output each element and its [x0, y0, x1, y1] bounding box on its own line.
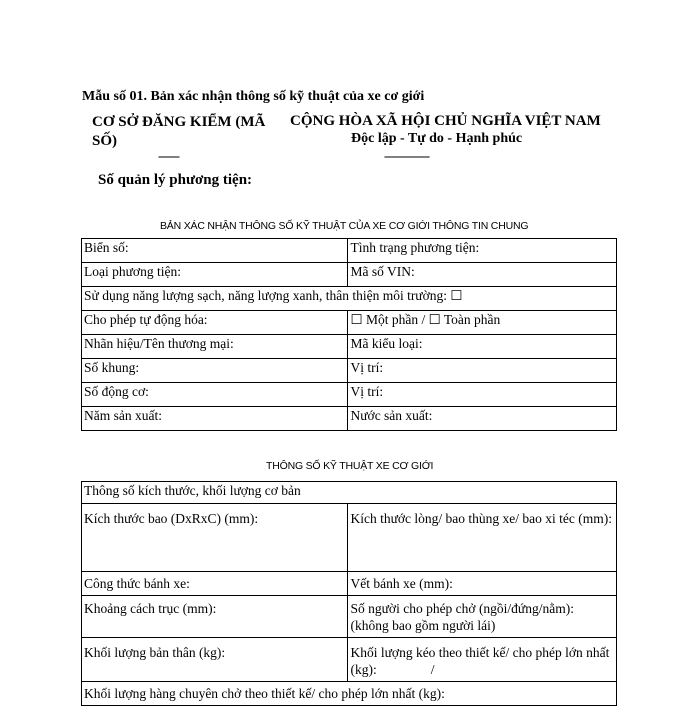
wheelbase-field: Khoảng cách trục (mm):	[82, 596, 348, 638]
technical-specs-table	[81, 481, 617, 706]
overall-dimensions-field: Kích thước bao (DxRxC) (mm):	[82, 504, 348, 572]
model-code-field: Mã kiểu loại:	[348, 335, 617, 359]
table-row	[82, 504, 617, 572]
vehicle-status-field: Tình trạng phương tiện:	[348, 239, 617, 263]
frame-number-field: Số khung:	[82, 359, 348, 383]
manufacture-country-field: Nước sản xuất:	[348, 407, 617, 431]
cargo-dimensions-field: Kích thước lòng/ bao thùng xe/ bao xi téc (mm):	[348, 504, 617, 572]
table-row	[82, 239, 617, 263]
motto-underline-dash: ---------------	[384, 149, 429, 163]
table-row	[82, 287, 617, 311]
general-info-table	[81, 238, 617, 431]
automation-options: ☐ Một phần / ☐ Toàn phần	[348, 311, 617, 335]
curb-weight-field: Khối lượng bản thân (kg):	[82, 638, 348, 682]
clean-energy-field: Sử dụng năng lượng sạch, năng lượng xanh, thân thiện môi trường: ☐	[82, 287, 617, 311]
table-row	[82, 596, 617, 638]
inspection-center-name: CƠ SỞ ĐĂNG KIỂM (MÃ SỐ)	[92, 114, 266, 149]
brand-field: Nhãn hiệu/Tên thương mại:	[82, 335, 348, 359]
national-motto: Độc lập - Tự do - Hạnh phúc	[351, 131, 523, 146]
table-row	[82, 359, 617, 383]
table-row	[82, 311, 617, 335]
frame-position-field: Vị trí:	[348, 359, 617, 383]
plate-number-field: Biển số:	[82, 239, 348, 263]
automation-field: Cho phép tự động hóa:	[82, 311, 348, 335]
table-row	[82, 263, 617, 287]
passenger-capacity-field: Số người cho phép chở (ngồi/đứng/nằm): (không bao gồm người lái)	[348, 596, 617, 638]
national-title: CỘNG HÒA XÃ HỘI CHỦ NGHĨA VIỆT NAM	[290, 113, 601, 129]
org-underline-dash: -------	[158, 149, 179, 163]
table-row	[82, 407, 617, 431]
wheel-formula-field: Công thức bánh xe:	[82, 572, 348, 596]
table-row	[82, 383, 617, 407]
manufacture-year-field: Năm sản xuất:	[82, 407, 348, 431]
payload-field: Khối lượng hàng chuyên chở theo thiết kế/ cho phép lớn nhất (kg):	[82, 682, 617, 706]
vehicle-type-field: Loại phương tiện:	[82, 263, 348, 287]
engine-number-field: Số động cơ:	[82, 383, 348, 407]
basic-specs-header: Thông số kích thước, khối lượng cơ bản	[82, 482, 617, 504]
table-row	[82, 482, 617, 504]
table-row	[82, 572, 617, 596]
technical-specs-section-title: THÔNG SỐ KỸ THUẬT XE CƠ GIỚI	[266, 460, 434, 472]
table-row	[82, 682, 617, 706]
form-title: Mẫu số 01. Bản xác nhận thông số kỹ thuật của xe cơ giới	[82, 89, 425, 104]
vehicle-management-number-label: Số quản lý phương tiện:	[98, 172, 253, 188]
vin-field: Mã số VIN:	[348, 263, 617, 287]
table-row	[82, 638, 617, 682]
engine-position-field: Vị trí:	[348, 383, 617, 407]
towed-mass-field: Khối lượng kéo theo thiết kế/ cho phép lớn nhất (kg): /	[348, 638, 617, 682]
table-row	[82, 335, 617, 359]
general-info-section-title: BẢN XÁC NHẬN THÔNG SỐ KỸ THUẬT CỦA XE CƠ GIỚI THÔNG TIN CHUNG	[160, 220, 529, 232]
wheel-track-field: Vết bánh xe (mm):	[348, 572, 617, 596]
